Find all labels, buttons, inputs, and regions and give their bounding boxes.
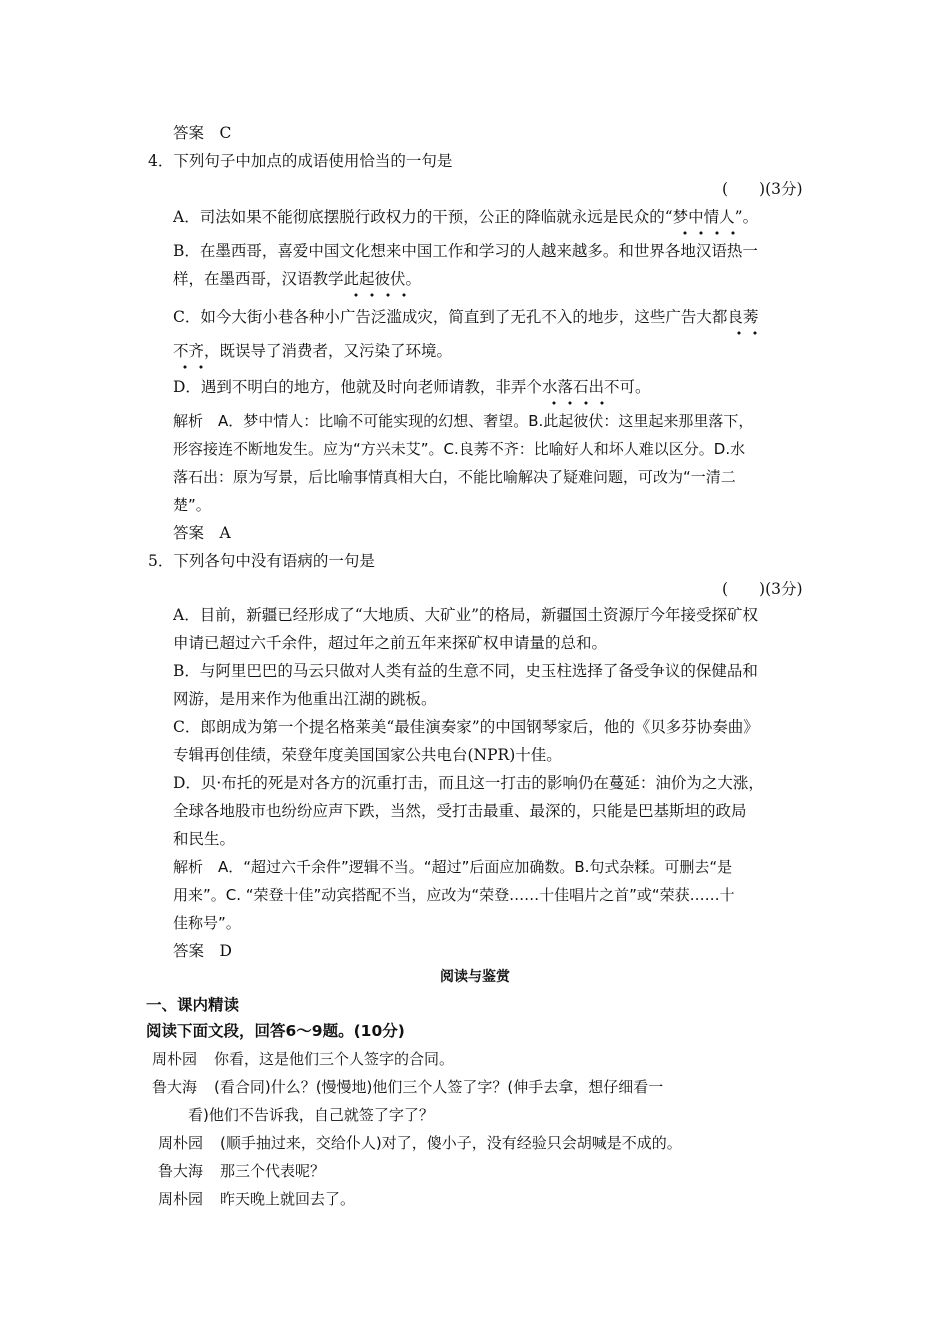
- dialogue-speaker: 鲁大海: [158, 1162, 204, 1180]
- q5-answer: 答案 D: [173, 942, 232, 960]
- dialogue-line: [188, 1104, 434, 1126]
- dialogue-speaker: 周朴园: [152, 1050, 198, 1068]
- q5-option-a-line2: 申请已超过六千余件，超过年之前五年来探矿权申请量的总和。: [173, 634, 608, 652]
- dialogue-line: [152, 1076, 663, 1098]
- q4-option-d-post: 不可。: [603, 378, 651, 396]
- q5-option-a-line1: A．目前，新疆已经形成了“大地质、大矿业”的格局，新疆国土资源厅今年接受探矿权: [173, 606, 759, 624]
- q4-option-b-post: 。: [405, 270, 422, 288]
- section-title: 阅读与鉴赏: [440, 969, 510, 985]
- q4-answer: 答案 A: [173, 524, 231, 542]
- dialogue-line: [158, 1188, 355, 1210]
- q4-option-d-idiom: 水落石出: [541, 378, 604, 396]
- dialogue-text: 你看，这是他们三个人签字的合同。: [214, 1050, 455, 1068]
- dialogue-speaker: 鲁大海: [152, 1078, 198, 1096]
- q5-analysis-line2: 用来”。C. “荣登十佳”动宾搭配不当，应改为“荣登……十佳唱片之首”或“荣获……十: [173, 886, 735, 904]
- q4-analysis-line3: 落石出：原为写景，后比喻事情真相大白，不能比喻解决了疑难问题，可改为“一清二: [173, 468, 736, 486]
- q4-option-a-post: ”。: [734, 208, 759, 226]
- dialogue-line: [152, 1048, 454, 1070]
- dialogue-text: (看合同)什么？(慢慢地)他们三个人签了字？(伸手去拿，想仔细看一: [214, 1078, 664, 1096]
- dialogue-text: 那三个代表呢？: [220, 1162, 326, 1180]
- q5-option-b-line2: 网游，是用来作为他重出江湖的跳板。: [173, 690, 437, 708]
- dialogue-text: 昨天晚上就回去了。: [220, 1190, 356, 1208]
- section-instruction: 阅读下面文段，回答6～9题。(10分): [146, 1022, 405, 1040]
- q4-question: 4．下列句子中加点的成语使用恰当的一句是: [148, 152, 453, 170]
- q5-analysis-line3: 佳称号”。: [173, 914, 241, 932]
- q4-option-c-idiom-part2: 不齐: [173, 342, 205, 360]
- dialogue-line: [158, 1160, 325, 1182]
- q4-option-b-line1: B．在墨西哥，喜爱中国文化想来中国工作和学习的人越来越多。和世界各地汉语热一: [173, 242, 758, 260]
- q4-option-a-idiom: 梦中情人: [672, 208, 735, 226]
- dialogue-speaker: 周朴园: [158, 1134, 204, 1152]
- q5-option-c-line2: 专辑再创佳绩，荣登年度美国国家公共电台(NPR)十佳。: [173, 746, 562, 764]
- q4-option-b-pre: 样，在墨西哥，汉语教学: [173, 270, 344, 288]
- q4-score-bracket: ( )(3分): [722, 180, 803, 198]
- q4-option-d-pre: D．遇到不明白的地方，他就及时向老师请教，非弄个: [173, 378, 542, 396]
- dialogue-text: (顺手抽过来，交给仆人)对了，傻小子，没有经验只会胡喊是不成的。: [220, 1134, 682, 1152]
- q4-analysis-line4: 楚”。: [173, 496, 211, 514]
- q4-option-c-line2: [173, 340, 452, 362]
- q4-option-c-post: ，既误导了消费者，又污染了环境。: [204, 342, 453, 360]
- dialogue-text: 看)他们不告诉我，自己就签了字了？: [188, 1106, 434, 1124]
- q5-score-bracket: ( )(3分): [722, 580, 803, 598]
- q4-option-c-pre: C．如今大街小巷各种小广告泛滥成灾，简直到了无孔不入的地步，这些广告大都: [173, 308, 728, 326]
- q4-option-b-idiom: 此起彼伏: [343, 270, 406, 288]
- dialogue-speaker: 周朴园: [158, 1190, 204, 1208]
- section-heading: 一、课内精读: [146, 996, 240, 1014]
- q5-question: 5．下列各句中没有语病的一句是: [148, 552, 375, 570]
- q5-option-d-line1: D．贝·布托的死是对各方的沉重打击，而且这一打击的影响仍在蔓延：油价为之大涨，: [173, 774, 764, 792]
- q4-option-c-idiom-part1: 良莠: [727, 308, 759, 326]
- q3-answer: 答案 C: [173, 124, 232, 142]
- q5-option-b-line1: B．与阿里巴巴的马云只做对人类有益的生意不同，史玉柱选择了备受争议的保健品和: [173, 662, 758, 680]
- q4-option-a-pre: A．司法如果不能彻底摆脱行政权力的干预，公正的降临就永远是民众的“: [173, 208, 673, 226]
- q4-analysis-line1: 解析 A．梦中情人：比喻不可能实现的幻想、奢望。B.此起彼伏：这里起来那里落下，: [173, 412, 754, 430]
- dialogue-line: [158, 1132, 682, 1154]
- q5-option-d-line2: 全球各地股市也纷纷应声下跌，当然，受打击最重、最深的，只能是巴基斯坦的政局: [173, 802, 747, 820]
- q4-option-b-line2: [173, 268, 421, 290]
- q4-option-d: [173, 376, 650, 398]
- q4-analysis-line2: 形容接连不断地发生。应为“方兴未艾”。C.良莠不齐：比喻好人和坏人难以区分。D.水: [173, 440, 746, 458]
- q5-option-c-line1: C．郎朗成为第一个提名格莱美“最佳演奏家”的中国钢琴家后，他的《贝多芬协奏曲》: [173, 718, 759, 736]
- q4-option-c-line1: [173, 306, 758, 328]
- q5-analysis-line1: 解析 A．“超过六千余件”逻辑不当。“超过”后面应加确数。B.句式杂糅。可删去“是: [173, 858, 733, 876]
- q4-option-a: [173, 206, 758, 228]
- q5-option-d-line3: 和民生。: [173, 830, 236, 848]
